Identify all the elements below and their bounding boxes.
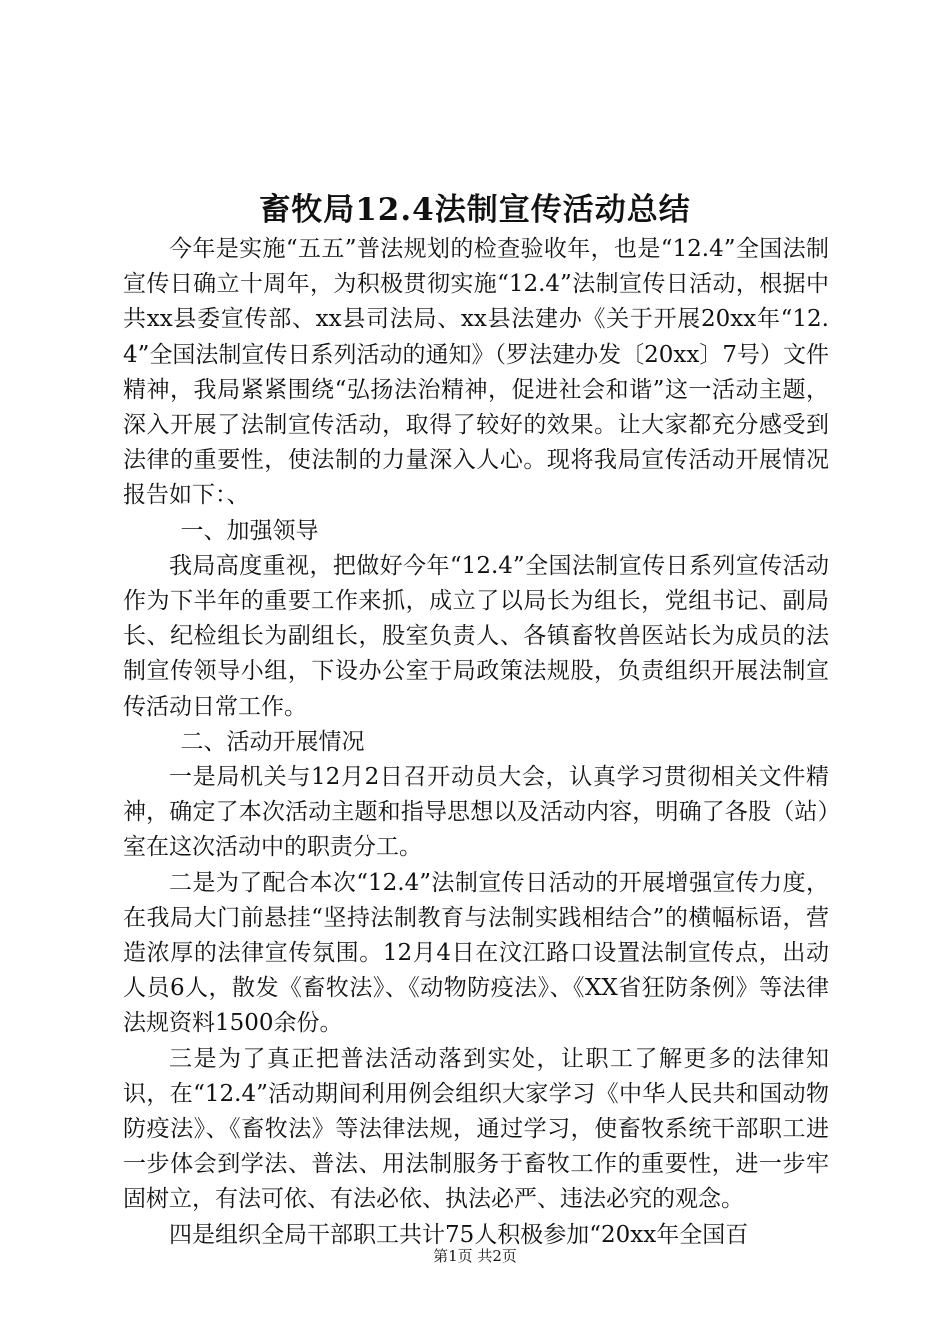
paragraph-activity-2: 二是为了配合本次“12.4”法制宣传日活动的开展增强宣传力度，在我局大门前悬挂“坚持法制教育与法制实践相结合”的横幅标语，营造浓厚的法律宣传氛围。12月4日在汶江路口设置法制宣传点，出动人员6人，散发《畜牧法》、《动物防疫法》、《XX省狂防条例》等法律法规资料1500余份。 [123,869,829,1037]
paragraph-leadership: 我局高度重视，把做好今年“12.4”全国法制宣传日系列宣传活动作为下半年的重要工作来抓，成立了以局长为组长，党组书记、副局长、纪检组长为副组长，股室负责人、各镇畜牧兽医站长为成员的法制宣传领导小组，下设办公室于局政策法规股，负责组织开展法制宣传活动日常工作。 [123,552,829,720]
paragraph-activity-3: 三是为了真正把普法活动落到实处，让职工了解更多的法律知识，在“12.4”活动期间利用例会组织大家学习《中华人民共和国动物防疫法》、《畜牧法》等法律法规，通过学习，使畜牧系统干部职工进一步体会到学法、普法、用法制服务于畜牧工作的重要性，进一步牢固树立，有法可依、有法必依、执法必严、违法必究的观念。 [123,1045,829,1213]
paragraph-activity-4: 四是组织全局干部职工共计75人积极参加“20xx年全国百 [169,1221,749,1248]
document-title: 畜牧局12.4法制宣传活动总结 [259,192,691,228]
page-number: 第1页 共2页 [433,1247,517,1265]
document-body [123,232,829,1253]
paragraph-activity-1: 一是局机关与12月2日召开动员大会，认真学习贯彻相关文件精神，确定了本次活动主题和指导思想以及活动内容，明确了各股（站）室在这次活动中的职责分工。 [123,764,829,861]
section-heading-activities: 二、活动开展情况 [180,728,365,755]
paragraph-intro: 今年是实施“五五”普法规划的检查验收年，也是“12.4”全国法制宣传日确立十周年，为积极贯彻实施“12.4”法制宣传日活动，根据中共xx县委宣传部、xx县司法局、xx县法建办《关于开展20xx年“12.4”全国法制宣传日系列活动的通知》（罗法建办发〔20xx〕7号）文件精神，我局紧紧围绕“弘扬法治精神，促进社会和谐”这一活动主题，深入开展了法制宣传活动，取得了较好的效果。让大家都充分感受到法律的重要性，使法制的力量深入人心。现将我局宣传活动开展情况报告如下：、 [123,236,829,509]
section-heading-leadership: 一、加强领导 [180,517,319,544]
